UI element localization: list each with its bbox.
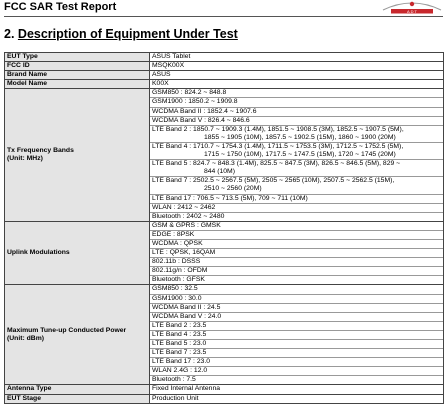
tx-line: WCDMA Band V : 826.4 ~ 846.6 — [150, 116, 443, 125]
row-value-fcc-id: MSQK00X — [150, 62, 444, 71]
row-value-model: K00X — [150, 80, 444, 89]
row-value-brand: ASUS — [150, 71, 444, 80]
row-value-tx-bands — [150, 89, 444, 221]
table-row — [5, 285, 444, 385]
table-row — [5, 394, 444, 403]
table-row — [5, 89, 444, 221]
section-title: Description of Equipment Under Test — [17, 27, 238, 41]
row-value-eut-type: ASUS Tablet — [150, 53, 444, 62]
tx-label-line2: (Unit: MHz) — [7, 155, 43, 163]
uplink-line: 802.11g/n : OFDM — [150, 266, 443, 275]
report-header-title: FCC SAR Test Report — [4, 1, 117, 13]
row-value-uplink — [150, 221, 444, 285]
uplink-line: Bluetooth : GFSK — [150, 275, 443, 284]
uplink-line: EDGE : 8PSK — [150, 230, 443, 239]
tx-line: 1855 ~ 1905 (10M), 1857.5 ~ 1902.5 (15M), 1860 ~ 1900 (20M) — [204, 133, 396, 141]
row-label-eut-stage: EUT Stage — [5, 394, 150, 403]
tx-label-line1: Tx Frequency Bands — [7, 146, 74, 154]
power-line: GSM1900 : 30.0 — [150, 294, 443, 303]
table-row — [5, 71, 444, 80]
row-label-brand: Brand Name — [5, 71, 150, 80]
row-label-tx-bands — [5, 89, 150, 221]
uplink-line: LTE : QPSK, 16QAM — [150, 248, 443, 257]
row-value-eut-stage: Production Unit — [150, 394, 444, 403]
tx-line: LTE Band 2 : 1850.7 ~ 1909.3 (1.4M), 1851.5 ~ 1908.5 (3M), 1852.5 ~ 1907.5 (5M), — [150, 125, 443, 134]
equipment-table — [4, 52, 444, 404]
table-row — [5, 62, 444, 71]
row-label-fcc-id: FCC ID — [5, 62, 150, 71]
power-line: LTE Band 5 : 23.0 — [150, 339, 443, 348]
table-row — [5, 385, 444, 394]
power-line: LTE Band 17 : 23.0 — [150, 357, 443, 366]
company-logo — [381, 0, 443, 14]
tx-line: WCDMA Band II : 1852.4 ~ 1907.6 — [150, 107, 443, 116]
tx-line: WLAN : 2412 ~ 2462 — [150, 203, 443, 212]
table-row — [5, 80, 444, 89]
uplink-line: WCDMA : QPSK — [150, 239, 443, 248]
power-line: GSM850 : 32.5 — [152, 285, 198, 293]
tx-line: Bluetooth : 2402 ~ 2480 — [150, 212, 443, 221]
header-divider — [4, 16, 443, 17]
tx-line: 844 (10M) — [204, 168, 235, 176]
row-label-model: Model Name — [5, 80, 150, 89]
logo-text: A D T — [407, 8, 417, 14]
row-label-uplink: Uplink Modulations — [5, 221, 150, 285]
tx-line: 2510 ~ 2560 (20M) — [204, 185, 262, 193]
power-line: LTE Band 4 : 23.5 — [150, 330, 443, 339]
row-value-max-power — [150, 285, 444, 385]
uplink-line: 802.11b : DSSS — [150, 257, 443, 266]
row-value-antenna: Fixed Internal Antenna — [150, 385, 444, 394]
uplink-line: GSM & GPRS : GMSK — [152, 221, 221, 229]
power-line: Bluetooth : 7.5 — [150, 375, 443, 384]
tx-line: LTE Band 17 : 706.5 ~ 713.5 (5M), 709 ~ 711 (10M) — [150, 194, 443, 203]
section-heading — [4, 27, 238, 41]
tx-line: GSM850 : 824.2 ~ 848.8 — [152, 89, 227, 97]
power-line: LTE Band 2 : 23.5 — [150, 321, 443, 330]
power-line: WCDMA Band V : 24.0 — [150, 312, 443, 321]
table-row — [5, 53, 444, 62]
power-line: WLAN 2.4G : 12.0 — [150, 366, 443, 375]
tx-line: LTE Band 4 : 1710.7 ~ 1754.3 (1.4M), 1711.5 ~ 1753.5 (3M), 1712.5 ~ 1752.5 (5M), — [150, 142, 443, 151]
tx-line: LTE Band 5 : 824.7 ~ 848.3 (1.4M), 825.5 ~ 847.5 (3M), 826.5 ~ 846.5 (5M), 829 ~ — [150, 159, 443, 168]
table-row — [5, 221, 444, 285]
tx-line: GSM1900 : 1850.2 ~ 1909.8 — [150, 97, 443, 106]
section-number: 2. — [4, 27, 15, 41]
tx-line: LTE Band 7 : 2502.5 ~ 2567.5 (5M), 2505 ~ 2565 (10M), 2507.5 ~ 2562.5 (15M), — [150, 176, 443, 185]
power-label-line2: (Unit: dBm) — [7, 334, 44, 342]
tx-line: 1715 ~ 1750 (10M), 1717.5 ~ 1747.5 (15M), 1720 ~ 1745 (20M) — [204, 151, 396, 159]
row-label-max-power — [5, 285, 150, 385]
power-label-line1: Maximum Tune-up Conducted Power — [7, 326, 127, 334]
row-label-eut-type: EUT Type — [5, 53, 150, 62]
row-label-antenna: Antenna Type — [5, 385, 150, 394]
power-line: LTE Band 7 : 23.5 — [150, 348, 443, 357]
power-line: WCDMA Band II : 24.5 — [150, 303, 443, 312]
